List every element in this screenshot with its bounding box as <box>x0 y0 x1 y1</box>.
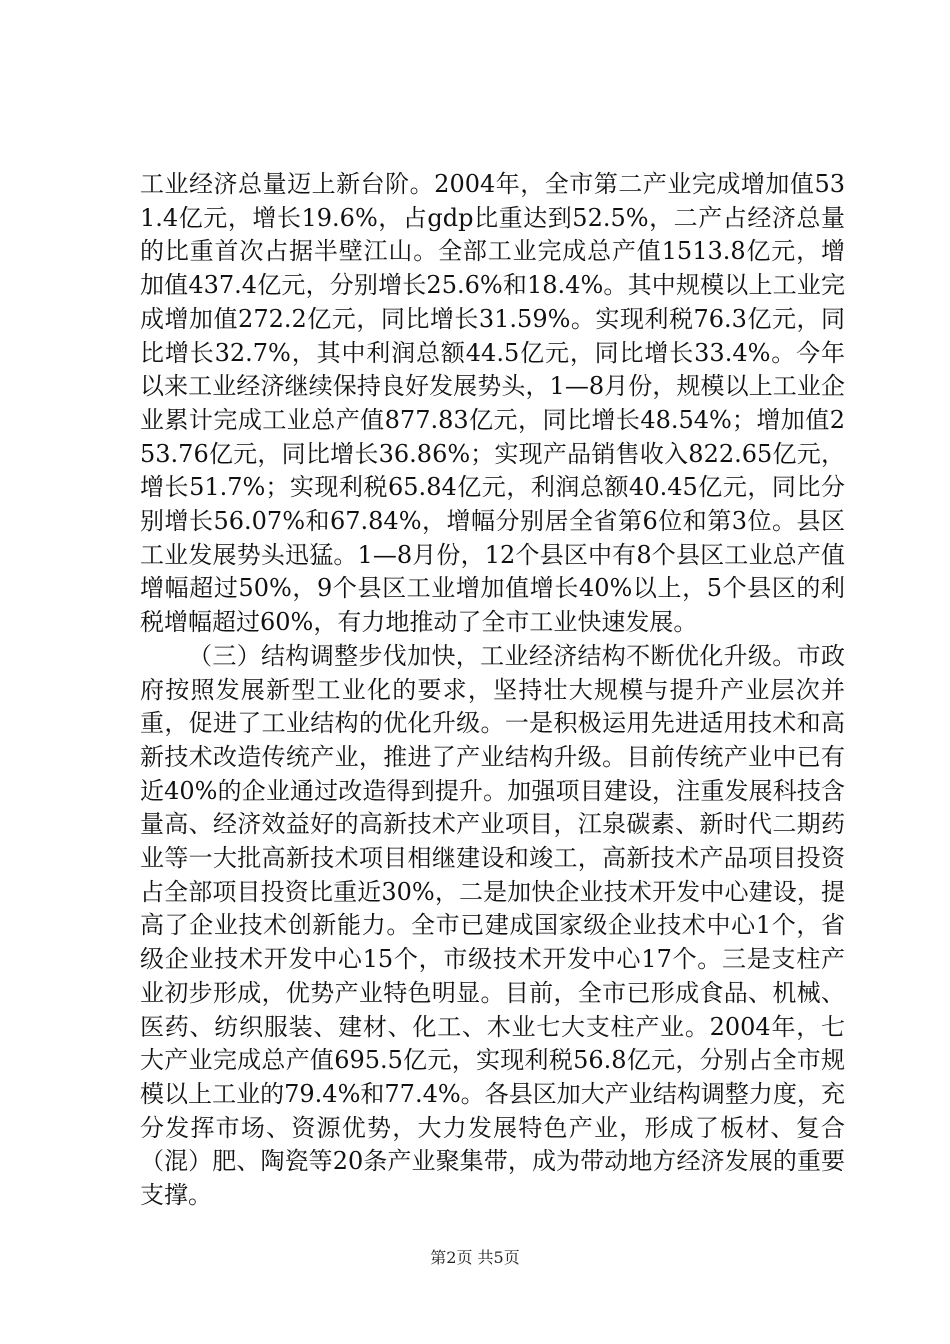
page-number: 第2页 共5页 <box>430 1248 520 1267</box>
paragraph-industrial-economy: 工业经济总量迈上新台阶。2004年，全市第二产业完成增加值531.4亿元，增长19.6%，占gdp比重达到52.5%，二产占经济总量的比重首次占据半壁江山。全部工业完成总产值1513.8亿元，增加值437.4亿元，分别增长25.6%和18.4%。其中规模以上工业完成增加值272.2亿元，同比增长31.59%。实现利税76.3亿元，同比增长32.7%，其中利润总额44.5亿元，同比增长33.4%。今年以来工业经济继续保持良好发展势头，1—8月份，规模以上工业企业累计完成工业总产值877.83亿元，同比增长48.54%；增加值253.76亿元，同比增长36.86%；实现产品销售收入822.65亿元，增长51.7%；实现利税65.84亿元，利润总额40.45亿元，同比分别增长56.07%和67.84%，增幅分别居全省第6位和第3位。县区工业发展势头迅猛。1—8月份，12个县区中有8个县区工业总产值增幅超过50%，9个县区工业增加值增长40%以上，5个县区的利税增幅超过60%，有力地推动了全市工业快速发展。 <box>140 170 845 637</box>
paragraph-structural-adjustment: （三）结构调整步伐加快，工业经济结构不断优化升级。市政府按照发展新型工业化的要求，坚持壮大规模与提升产业层次并重，促进了工业结构的优化升级。一是积极运用先进适用技术和高新技术改造传统产业，推进了产业结构升级。目前传统产业中已有近40%的企业通过改造得到提升。加强项目建设，注重发展科技含量高、经济效益好的高新技术产业项目，江泉碳素、新时代二期药业等一大批高新技术项目相继建设和竣工，高新技术产品项目投资占全部项目投资比重近30%，二是加快企业技术开发中心建设，提高了企业技术创新能力。全市已建成国家级企业技术中心1个，省级企业技术开发中心15个，市级技术开发中心17个。三是支柱产业初步形成，优势产业特色明显。目前，全市已形成食品、机械、医药、纺织服装、建材、化工、木业七大支柱产业。2004年，七大产业完成总产值695.5亿元，实现利税56.8亿元，分别占全市规模以上工业的79.4%和77.4%。各县区加大产业结构调整力度，充分发挥市场、资源优势，大力发展特色产业，形成了板材、复合（混）肥、陶瓷等20条产业聚集带，成为带动地方经济发展的重要支撑。 <box>140 641 845 1210</box>
body-text <box>140 168 845 1213</box>
page-footer <box>0 1248 950 1268</box>
